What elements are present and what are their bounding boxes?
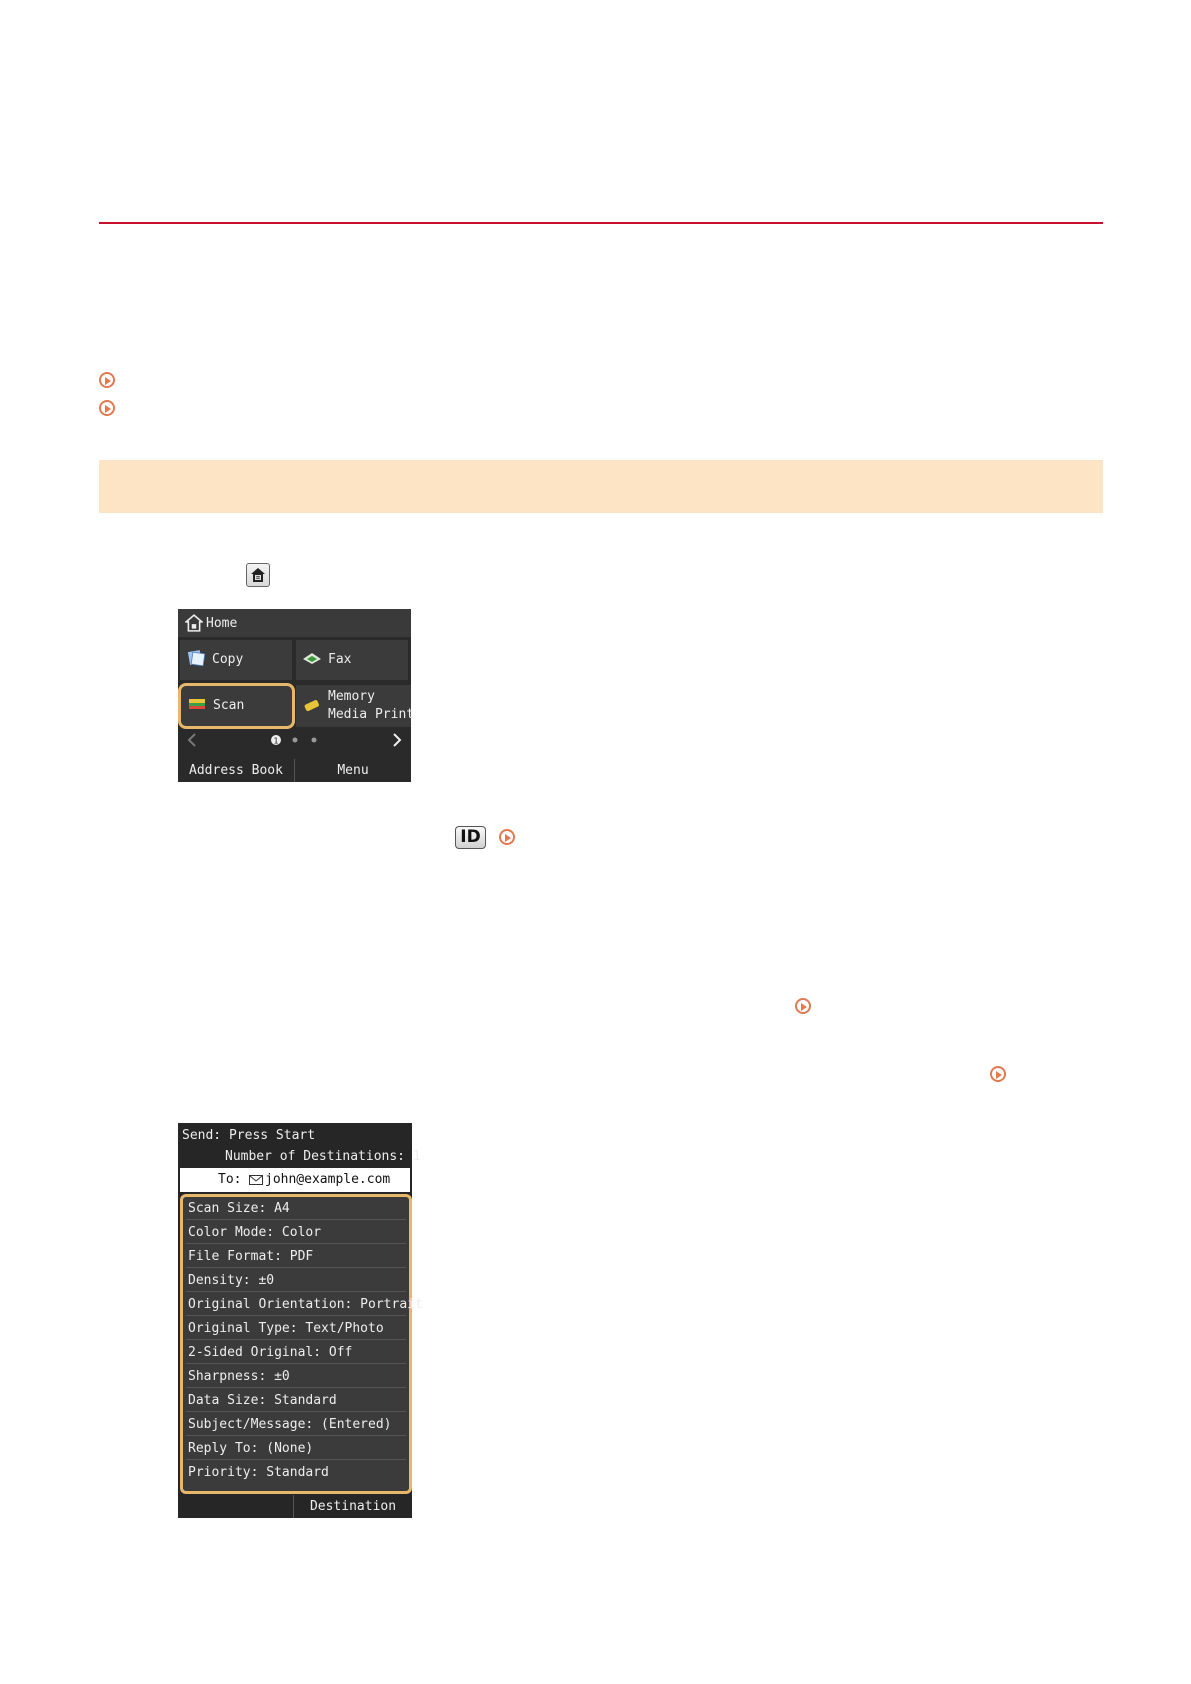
to-label: To: xyxy=(218,1172,242,1187)
setting-label: Original Type: Text/Photo xyxy=(188,1321,384,1336)
section-band xyxy=(99,460,1103,513)
copy-icon xyxy=(186,650,206,666)
to-address: john@example.com xyxy=(265,1172,391,1187)
chevron-right-icon xyxy=(394,734,400,746)
copy-label: Copy xyxy=(212,652,244,667)
scan-icon xyxy=(187,696,207,712)
link-arrow-icon[interactable] xyxy=(499,829,519,849)
memory-label-line2: Media Print xyxy=(328,707,415,722)
address-book-button[interactable]: Address Book xyxy=(189,763,283,778)
scan-tile[interactable] xyxy=(181,686,292,726)
send-footer xyxy=(178,1495,412,1518)
home-footer xyxy=(178,759,411,782)
setting-label: Data Size: Standard xyxy=(188,1393,337,1408)
setting-row[interactable] xyxy=(186,1317,406,1340)
send-screen-panel xyxy=(178,1123,423,1518)
envelope-icon xyxy=(249,1175,263,1185)
setting-row[interactable] xyxy=(186,1413,406,1436)
to-field[interactable] xyxy=(180,1168,410,1192)
setting-row[interactable] xyxy=(186,1389,406,1412)
id-key-icon: ID xyxy=(455,826,486,849)
home-key-icon xyxy=(246,563,270,587)
settings-list xyxy=(180,1194,423,1494)
setting-row[interactable] xyxy=(186,1461,406,1484)
setting-label: Sharpness: ±0 xyxy=(188,1369,290,1384)
setting-row[interactable] xyxy=(186,1365,406,1388)
home-screen-panel xyxy=(178,609,415,782)
home-icon xyxy=(185,614,203,632)
page-dot xyxy=(312,738,317,743)
svg-text:1: 1 xyxy=(273,736,279,746)
link-arrow-icon[interactable] xyxy=(99,400,119,420)
title-rule xyxy=(99,222,1103,224)
page-dot xyxy=(293,738,298,743)
setting-label: Density: ±0 xyxy=(188,1273,275,1288)
setting-label: Subject/Message: (Entered) xyxy=(188,1417,392,1432)
menu-button[interactable]: Menu xyxy=(337,763,369,778)
home-title: Home xyxy=(206,616,238,631)
setting-row[interactable] xyxy=(186,1221,406,1244)
setting-row[interactable] xyxy=(186,1293,423,1316)
chevron-left-icon xyxy=(189,734,195,746)
setting-row[interactable] xyxy=(186,1197,406,1220)
memory-media-print-tile[interactable] xyxy=(296,685,415,727)
setting-label: Original Orientation: Portrait xyxy=(188,1297,423,1312)
setting-row[interactable] xyxy=(186,1269,406,1292)
destination-count: Number of Destinations: 1 xyxy=(225,1149,421,1164)
fax-icon xyxy=(302,650,322,666)
setting-label: File Format: PDF xyxy=(188,1249,314,1264)
fax-label: Fax xyxy=(328,652,352,667)
setting-label: Priority: Standard xyxy=(188,1465,329,1480)
setting-label: Color Mode: Color xyxy=(188,1225,322,1240)
copy-tile[interactable] xyxy=(180,640,292,680)
setting-label: 2-Sided Original: Off xyxy=(188,1345,353,1360)
setting-row[interactable] xyxy=(186,1245,406,1268)
scan-label: Scan xyxy=(213,698,245,713)
fax-tile[interactable] xyxy=(296,640,408,680)
send-status: Send: Press Start xyxy=(182,1128,316,1143)
link-arrow-icon[interactable] xyxy=(990,1066,1010,1086)
link-arrow-icon[interactable] xyxy=(99,372,119,392)
memory-label xyxy=(328,688,414,724)
destination-button[interactable]: Destination xyxy=(309,1499,397,1514)
setting-label: Scan Size: A4 xyxy=(188,1201,290,1216)
setting-row[interactable] xyxy=(186,1437,406,1460)
setting-label: Reply To: (None) xyxy=(188,1441,314,1456)
memory-media-icon xyxy=(302,698,322,714)
home-header xyxy=(178,609,411,637)
setting-row[interactable] xyxy=(186,1341,406,1364)
page-indicator xyxy=(178,728,411,752)
memory-label-line1: Memory xyxy=(328,689,375,704)
link-arrow-icon[interactable] xyxy=(795,998,815,1018)
